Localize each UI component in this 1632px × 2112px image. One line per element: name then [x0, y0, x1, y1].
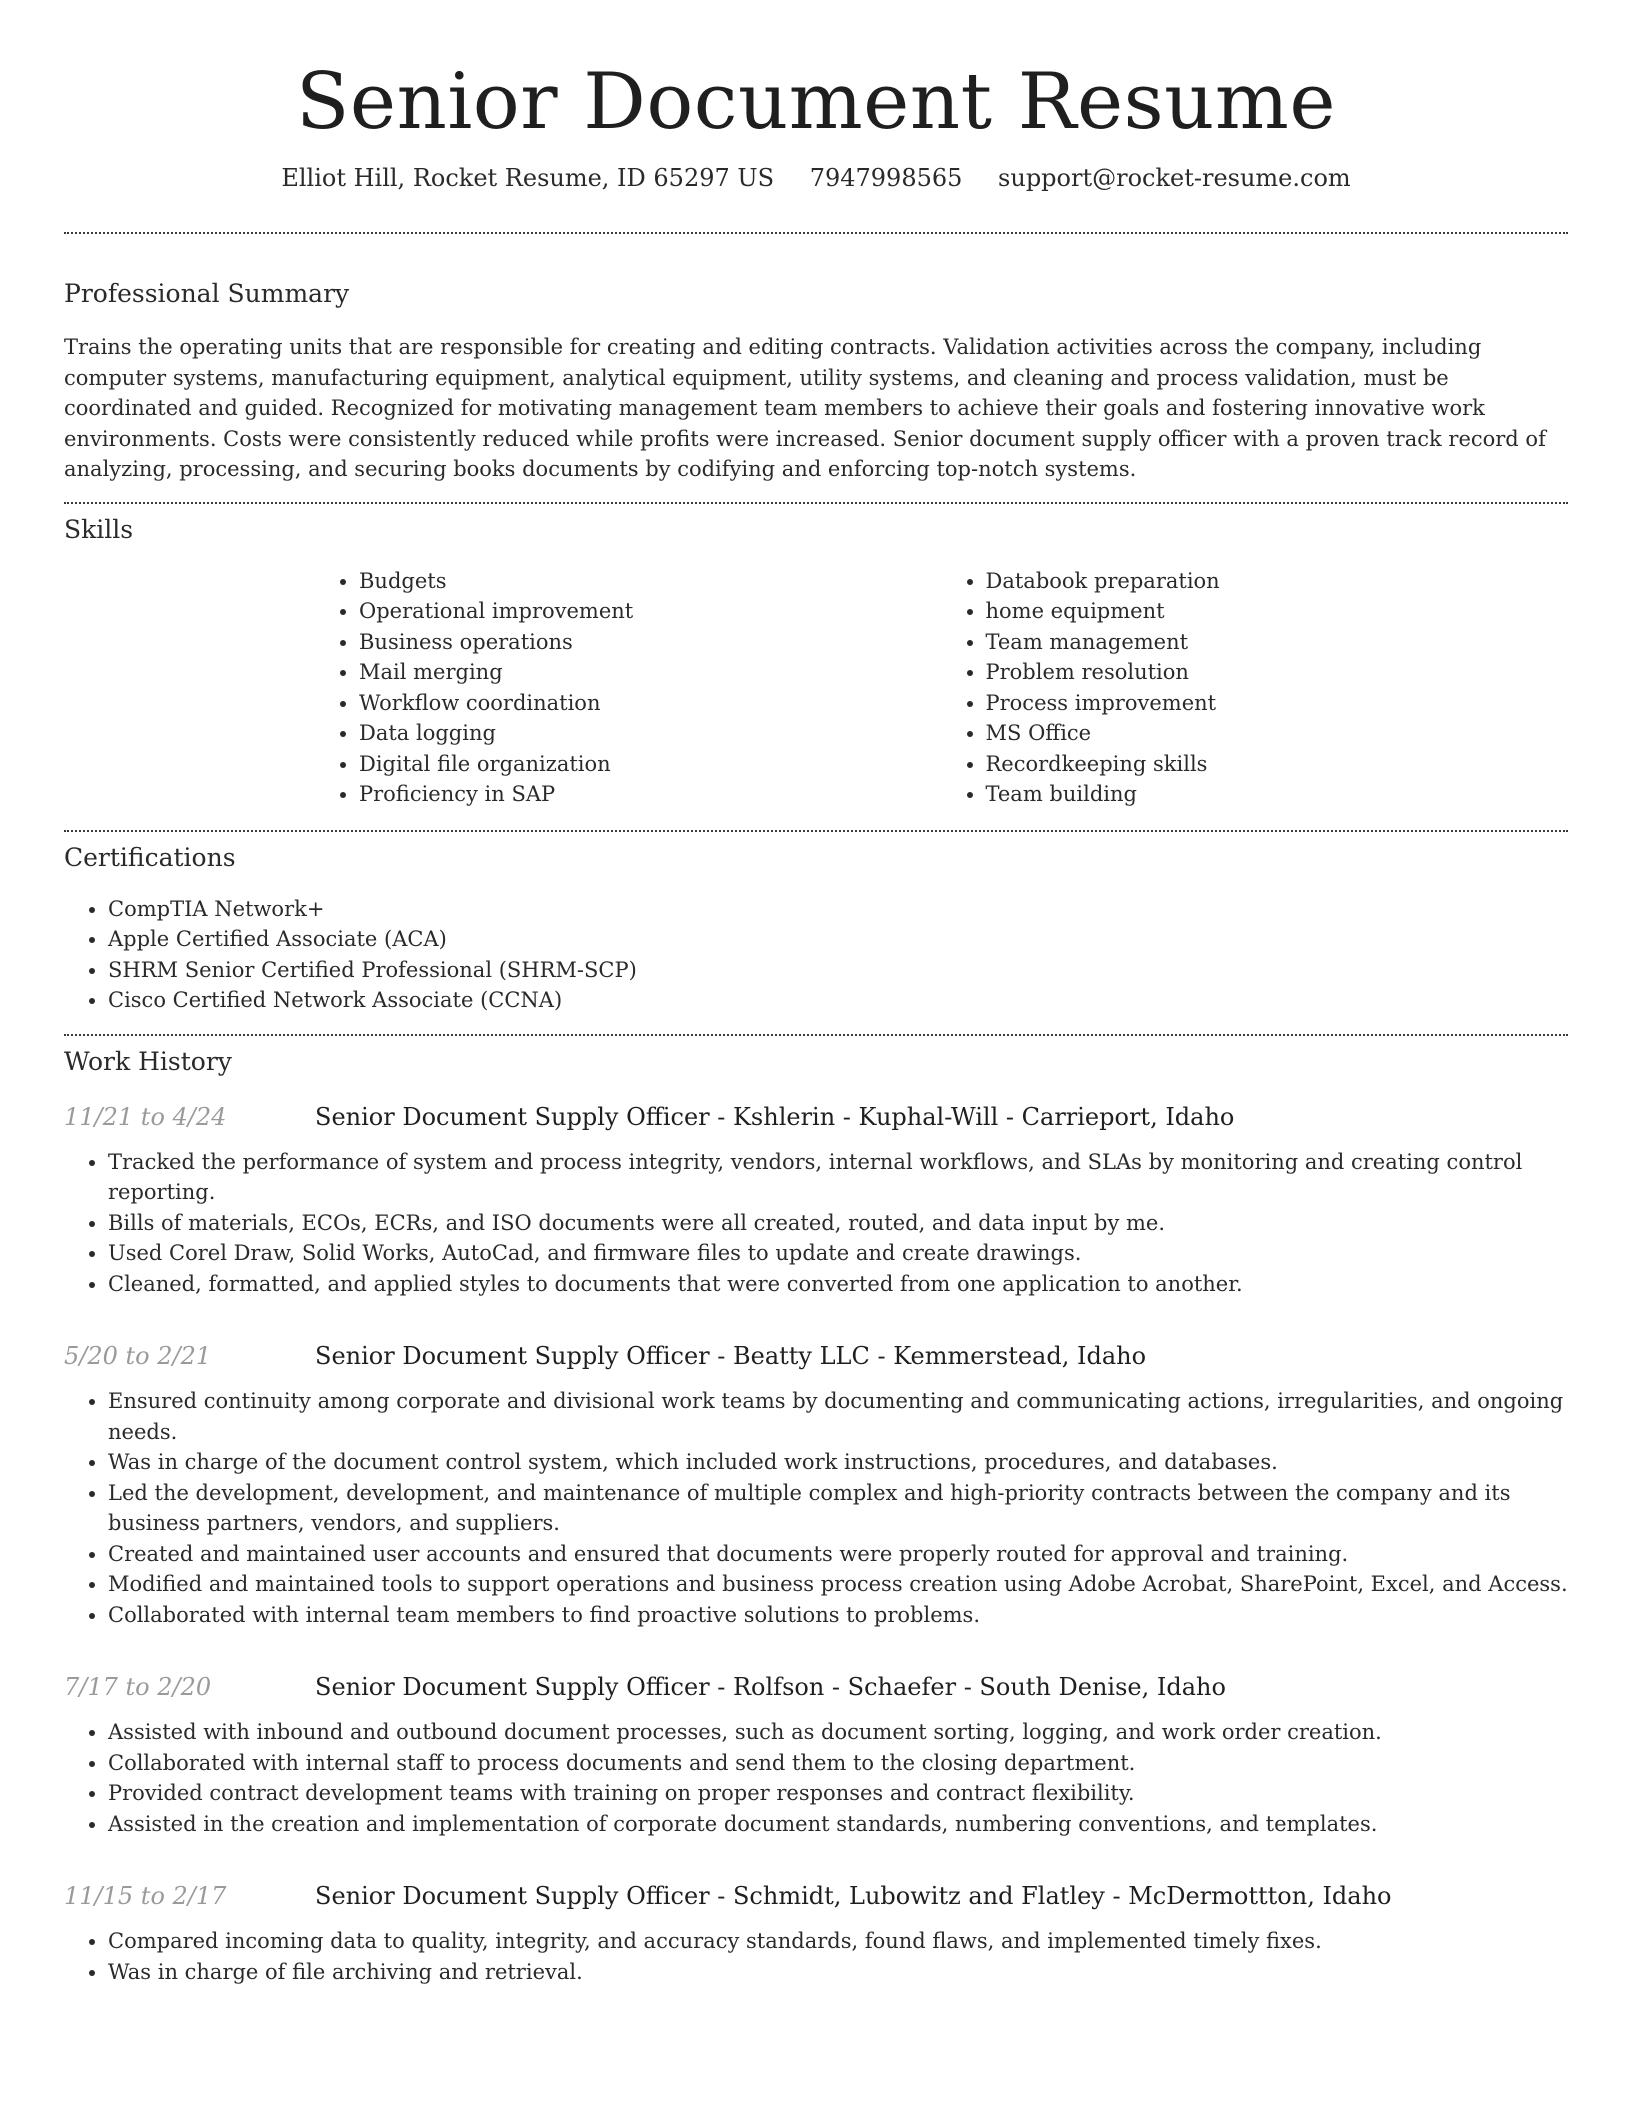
resume-title: Senior Document Resume	[295, 57, 1336, 147]
contact-phone[interactable]: 7947998565	[809, 164, 963, 192]
skill-item: • Workflow coordination	[359, 688, 942, 719]
skills-section	[64, 514, 1568, 810]
job-title: Senior Document Supply Officer - Kshlerin - Kuphal-Will - Carrieport, Idaho	[315, 1102, 1235, 1131]
job-bullet: • Was in charge of file archiving and retrieval.	[108, 1957, 1568, 1988]
certification-item: • Cisco Certified Network Associate (CCNA)	[108, 985, 1568, 1016]
job-bullet: • Collaborated with internal team members to find proactive solutions to problems.	[108, 1600, 1568, 1631]
job-dates: 5/20 to 2/21	[64, 1342, 212, 1370]
certifications-section	[64, 842, 1568, 1016]
summary-text: Trains the operating units that are responsible for creating and editing contracts. Validation activities across the company, including computer systems, manufacturing equipment, analytical equipment, utility systems, and cleaning and process validation, must be coordinated and guided. Recognized for motivating management team members to achieve their goals and fostering innovative work environments. Costs were consistently reduced while profits were increased. Senior document supply officer with a proven track record of analyzing, processing, and securing books documents by codifying and enforcing top-notch systems.	[64, 335, 1546, 481]
job-title: Senior Document Supply Officer - Rolfson - Schaefer - South Denise, Idaho	[315, 1673, 1226, 1701]
skill-item: • Data logging	[359, 718, 942, 749]
job-entry	[64, 1340, 1568, 1630]
job-bullets	[64, 1386, 1568, 1630]
skills-list	[315, 566, 1568, 810]
job-bullet: • Cleaned, formatted, and applied styles to documents that were converted from one application to another.	[108, 1269, 1568, 1300]
skill-item: • Digital file organization	[359, 749, 942, 780]
job-bullets	[64, 1147, 1568, 1300]
job-bullet: • Provided contract development teams with training on proper responses and contract flexibility.	[108, 1778, 1568, 1809]
work-history-heading: Work History	[64, 1046, 232, 1076]
job-entry	[64, 1101, 1568, 1300]
skill-item: • MS Office	[986, 718, 1569, 749]
skill-item: • home equipment	[986, 596, 1569, 627]
job-bullets	[64, 1717, 1568, 1839]
skills-column-left	[315, 566, 942, 810]
certification-item: • SHRM Senior Certified Professional (SHRM-SCP)	[108, 955, 1568, 986]
certification-item: • CompTIA Network+	[108, 894, 1568, 925]
job-bullet: • Tracked the performance of system and process integrity, vendors, internal workflows, and SLAs by monitoring and creating control reporting.	[108, 1147, 1568, 1208]
certifications-heading: Certifications	[64, 842, 236, 872]
skill-item: • Process improvement	[986, 688, 1569, 719]
skill-item: • Business operations	[359, 627, 942, 658]
job-entry	[64, 1671, 1568, 1839]
contact-address: Elliot Hill, Rocket Resume, ID 65297 US	[281, 164, 775, 192]
job-header	[64, 1880, 1568, 1912]
skill-item: • Recordkeeping skills	[986, 749, 1569, 780]
skill-item: • Proficiency in SAP	[359, 779, 942, 810]
resume-page	[64, 0, 1568, 1987]
divider	[64, 830, 1568, 832]
skills-column-right	[942, 566, 1569, 810]
divider	[64, 502, 1568, 504]
skill-item: • Team management	[986, 627, 1569, 658]
job-bullet: • Was in charge of the document control system, which included work instructions, procedures, and databases.	[108, 1447, 1568, 1478]
work-history-section	[64, 1046, 1568, 1988]
job-bullet: • Assisted with inbound and outbound document processes, such as document sorting, logging, and work order creation.	[108, 1717, 1568, 1748]
contact-line	[64, 162, 1568, 194]
job-title: Senior Document Supply Officer - Beatty LLC - Kemmerstead, Idaho	[315, 1342, 1147, 1370]
job-bullet: • Created and maintained user accounts and ensured that documents were properly routed for approval and training.	[108, 1539, 1568, 1570]
job-title: Senior Document Supply Officer - Schmidt, Lubowitz and Flatley - McDermottton, Idaho	[315, 1882, 1392, 1910]
contact-email[interactable]: support@rocket-resume.com	[998, 164, 1351, 192]
summary-heading: Professional Summary	[64, 279, 350, 308]
job-bullet: • Used Corel Draw, Solid Works, AutoCad, and firmware files to update and create drawings.	[108, 1238, 1568, 1269]
skills-heading: Skills	[64, 514, 134, 544]
job-bullets	[64, 1926, 1568, 1987]
skill-item: • Operational improvement	[359, 596, 942, 627]
job-bullet: • Assisted in the creation and implementation of corporate document standards, numbering conventions, and templates.	[108, 1809, 1568, 1840]
skill-item: • Mail merging	[359, 657, 942, 688]
job-bullet: • Led the development, development, and maintenance of multiple complex and high-priority contracts between the company and its business partners, vendors, and suppliers.	[108, 1478, 1568, 1539]
job-bullet: • Ensured continuity among corporate and divisional work teams by documenting and communicating actions, irregularities, and ongoing needs.	[108, 1386, 1568, 1447]
job-bullet: • Collaborated with internal staff to process documents and send them to the closing department.	[108, 1748, 1568, 1779]
summary-section	[64, 278, 1568, 485]
skill-item: • Team building	[986, 779, 1569, 810]
job-header	[64, 1101, 1568, 1133]
divider	[64, 1034, 1568, 1036]
skill-item: • Databook preparation	[986, 566, 1569, 597]
skill-item: • Budgets	[359, 566, 942, 597]
job-dates: 7/17 to 2/20	[64, 1673, 212, 1701]
job-entry	[64, 1880, 1568, 1987]
job-header	[64, 1340, 1568, 1372]
job-bullet: • Modified and maintained tools to support operations and business process creation using Adobe Acrobat, SharePoint, Excel, and Access.	[108, 1569, 1568, 1600]
certification-item: • Apple Certified Associate (ACA)	[108, 924, 1568, 955]
job-dates: 11/21 to 4/24	[64, 1102, 227, 1131]
job-bullet: • Compared incoming data to quality, integrity, and accuracy standards, found flaws, and implemented timely fixes.	[108, 1926, 1568, 1957]
job-bullet: • Bills of materials, ECOs, ECRs, and ISO documents were all created, routed, and data input by me.	[108, 1208, 1568, 1239]
skill-item: • Problem resolution	[986, 657, 1569, 688]
job-dates: 11/15 to 2/17	[64, 1882, 227, 1910]
certifications-list	[64, 894, 1568, 1016]
divider	[64, 232, 1568, 234]
job-header	[64, 1671, 1568, 1703]
